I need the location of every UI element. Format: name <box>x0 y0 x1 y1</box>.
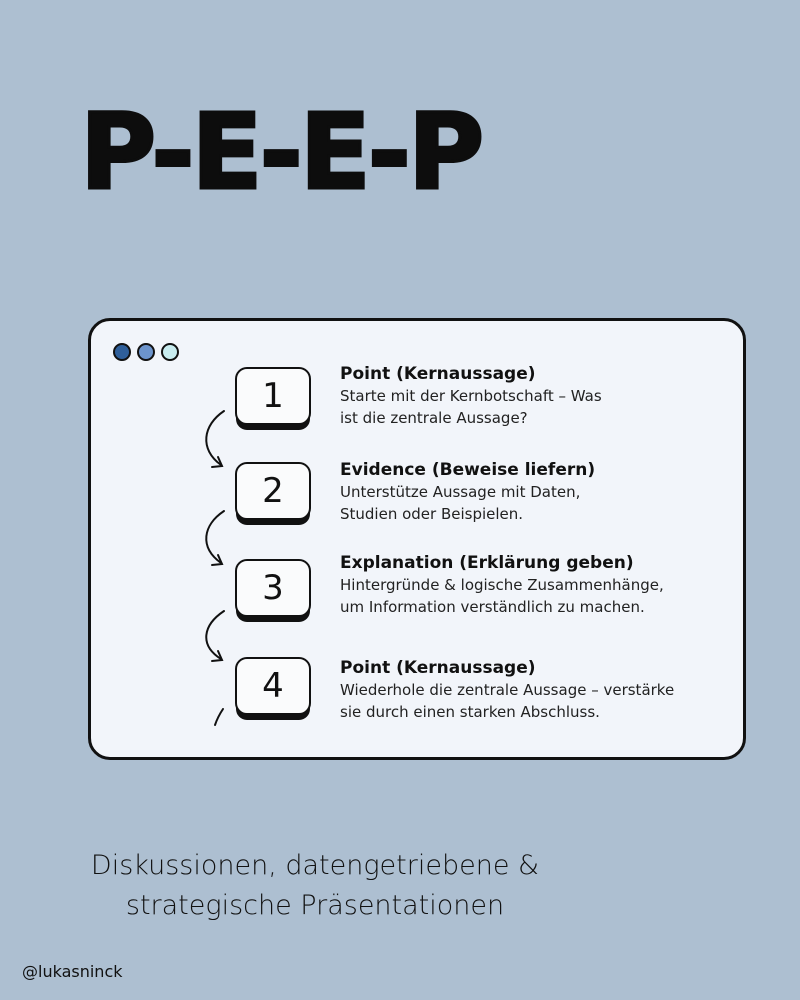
tagline <box>0 846 630 926</box>
tagline-line2: strategische Präsentationen <box>125 890 505 921</box>
step-2-number: 2 <box>262 471 284 511</box>
page-title: P-E-E-P <box>80 91 482 213</box>
step-1-title: Point (Kernaussage) <box>340 364 536 384</box>
step-4-key <box>235 657 311 715</box>
step-3-number: 3 <box>262 568 284 608</box>
step-3-desc-line1: Hintergründe & logische Zusammenhänge, <box>340 576 664 594</box>
step-4-text <box>340 657 730 723</box>
step-1-desc-line2: ist die zentrale Aussage? <box>340 409 528 427</box>
author-handle: @lukasninck <box>22 962 123 981</box>
tagline-line1: Diskussionen, datengetriebene & <box>90 850 540 881</box>
step-1-number: 1 <box>262 376 284 416</box>
step-1-desc-line1: Starte mit der Kernbotschaft – Was <box>340 387 602 405</box>
step-4-desc-line2: sie durch einen starken Abschluss. <box>340 703 600 721</box>
step-3-key <box>235 559 311 617</box>
step-2-title: Evidence (Beweise liefern) <box>340 460 596 480</box>
step-4-desc-line1: Wiederhole die zentrale Aussage – verstärke <box>340 681 675 699</box>
step-2-text <box>340 459 730 525</box>
step-2-key <box>235 462 311 520</box>
step-4-number: 4 <box>262 666 284 706</box>
step-4-title: Point (Kernaussage) <box>340 658 536 678</box>
step-1-text <box>340 363 730 429</box>
step-3-desc-line2: um Information verständlich zu machen. <box>340 598 645 616</box>
step-3-title: Explanation (Erklärung geben) <box>340 553 634 573</box>
peep-window-card <box>88 318 746 760</box>
step-3-text <box>340 552 730 618</box>
steps-list <box>91 321 743 757</box>
step-2-desc-line2: Studien oder Beispielen. <box>340 505 524 523</box>
step-2-desc-line1: Unterstütze Aussage mit Daten, <box>340 483 581 501</box>
step-1-key <box>235 367 311 425</box>
